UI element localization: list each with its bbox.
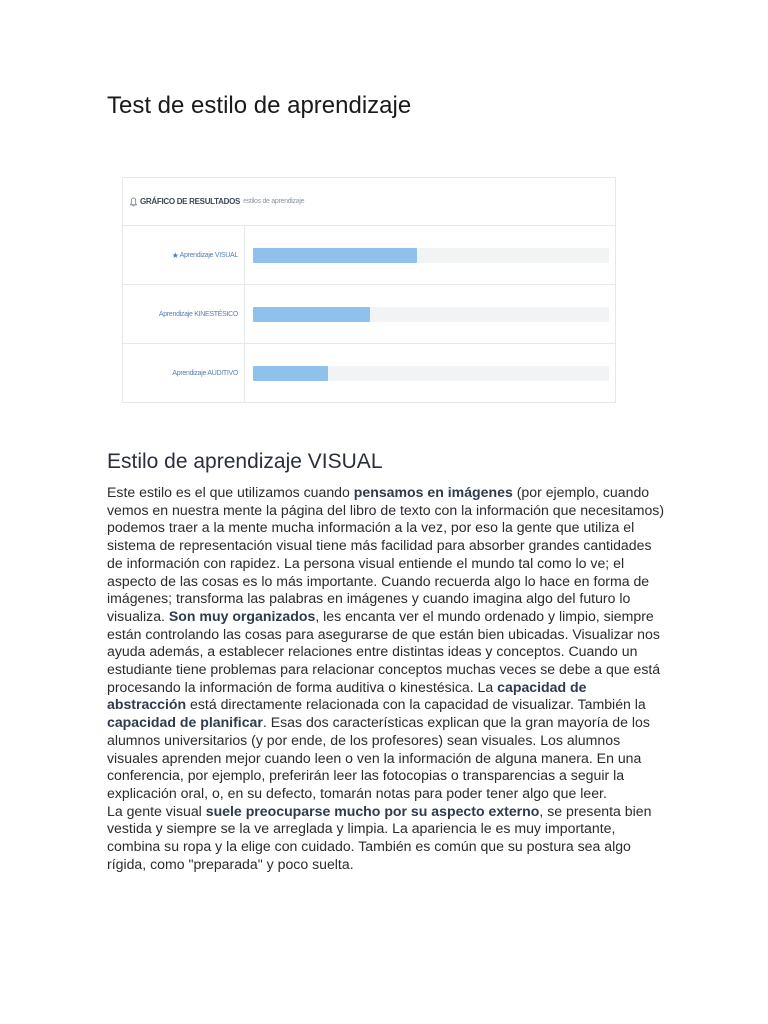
category-text: Aprendizaje AUDITIVO: [172, 370, 238, 377]
article-body: [107, 484, 667, 873]
bold-phrase: Son muy organizados: [168, 607, 316, 624]
bar-track: [253, 366, 609, 381]
bold-phrase: pensamos en imágenes: [353, 484, 513, 500]
chart-category-label: [123, 344, 245, 403]
results-panel-title: GRÁFICO DE RESULTADOS: [140, 197, 241, 206]
paragraph-2: [107, 803, 651, 872]
text-run: La gente visual: [107, 802, 206, 819]
text-run: Este estilo es el que utilizamos cuando: [107, 484, 354, 500]
chart-row: [123, 226, 615, 285]
bold-phrase: suele preocuparse mucho por su aspecto externo: [205, 802, 540, 819]
chart-row: [123, 344, 615, 403]
text-run: , les encanta ver el mundo ordenado y limpio, siempre están controlando las cosas para asegurarse de que están bien ubicadas. Visualizar nos ayuda además, a establecer relaciones entre distintas ideas y conceptos. Cuando un estudiante tiene problemas para relacionar conceptos muchas veces se debe a que está procesando la información de forma auditiva o kinestésica. La: [107, 607, 661, 695]
bar-fill: [253, 248, 417, 263]
bold-phrase: capacidad de planificar: [107, 714, 263, 731]
results-chart-panel: [122, 177, 616, 403]
chart-row: [123, 285, 615, 344]
chart-category-label: [123, 226, 245, 284]
category-text: Aprendizaje VISUAL: [179, 251, 238, 259]
bar-fill: [253, 307, 370, 322]
bar-fill: [253, 366, 328, 381]
page-title: Test de estilo de aprendizaje: [107, 92, 412, 119]
bar-track: [253, 248, 609, 263]
section-heading: Estilo de aprendizaje VISUAL: [107, 450, 383, 473]
results-bar-chart: [123, 226, 615, 402]
bell-icon: [130, 197, 137, 207]
text-run: . Esas dos características explican que la gran mayoría de los alumnos universitarios (y por ende, de los profesores) sean visuales. Los alumnos visuales aprenden mejor cuando leen o ven la información de alguna manera. En una conferencia, por ejemplo, preferirán leer las fotocopias o transparencias a seguir la explicación oral, o, en su defecto, tomarán notas para poder tener algo que leer.: [107, 714, 650, 801]
results-panel-subtitle: estilos de aprendizaje: [243, 198, 305, 205]
chart-category-label: [123, 285, 245, 343]
bar-track: [253, 307, 609, 322]
category-text: Aprendizaje KINESTÉSICO: [158, 310, 238, 318]
star-icon: ★: [171, 250, 179, 260]
paragraph-1: [107, 484, 664, 801]
results-panel-header: [123, 178, 615, 226]
text-run: está directamente relacionada con la capacidad de visualizar. También la: [186, 696, 646, 713]
bold-phrase: capacidad de abstracción: [107, 678, 587, 713]
text-run: (por ejemplo, cuando vemos en nuestra mente la página del libro de texto con la información que necesitamos) podemos traer a la mente mucha información a la vez, por eso la gente que utiliza el sistema de representación visual tiene más facilidad para absorber grandes cantidades de información con rapidez. La persona visual entiende el mundo tal como lo ve; el aspecto de las cosas es lo más importante. Cuando recuerda algo lo hace en forma de imágenes; transforma las palabras en imágenes y cuando imagina algo del futuro lo visualiza.: [107, 484, 665, 624]
text-run: , se presenta bien vestida y siempre se la ve arreglada y limpia. La apariencia le es muy importante, combina su ropa y la elige con cuidado. También es común que su postura sea algo rígida, como "preparada" y poco suelta.: [107, 802, 652, 872]
